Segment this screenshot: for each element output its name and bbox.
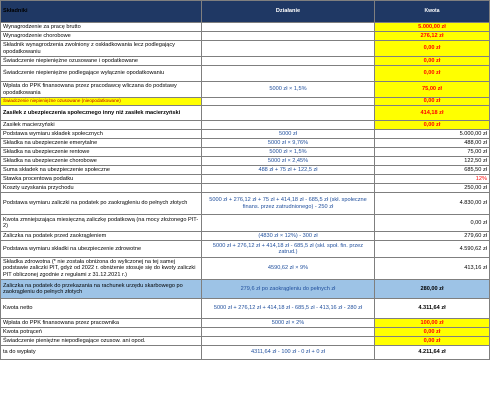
table-row	[1, 346, 490, 360]
table-row	[1, 139, 490, 148]
row-operation: 5000 zł	[202, 130, 375, 139]
row-operation	[202, 328, 375, 337]
row-amount: 0,00 zł	[375, 121, 490, 130]
row-label: Wpłata do PPK finansowana przez pracownika	[1, 319, 202, 328]
row-label: Wynagrodzenie za pracę brutto	[1, 23, 202, 32]
table-row	[1, 280, 490, 299]
row-operation: 4311,64 zł - 100 zł - 0 zł + 0 zł	[202, 346, 375, 360]
table-row	[1, 41, 490, 57]
table-row	[1, 337, 490, 346]
row-operation	[202, 106, 375, 121]
row-label: Zasiłek z ubezpieczenia społecznego inny niż zasiłek macierzyński	[1, 106, 202, 121]
table-row	[1, 166, 490, 175]
row-operation: 5000 zł + 276,12 zł + 414,18 zł - 685,5 zł - 413,16 zł - 280 zł	[202, 299, 375, 319]
table-body	[1, 23, 490, 360]
row-label: Składka na ubezpieczenie rentowe	[1, 148, 202, 157]
row-operation: 5000 zł × 1,5%	[202, 82, 375, 98]
row-label: Kwota potrąceń	[1, 328, 202, 337]
row-amount: 414,18 zł	[375, 106, 490, 121]
table-row	[1, 148, 490, 157]
table-row	[1, 66, 490, 82]
row-operation: 5000 zł + 276,12 zł + 75 zł + 414,18 zł - 685,5 zł (skł. społeczne finans. przez zatrudnionego) - 250 zł	[202, 193, 375, 215]
row-operation	[202, 66, 375, 82]
row-label: Wynagrodzenie chorobowe	[1, 32, 202, 41]
row-amount: 0,00 zł	[375, 41, 490, 57]
row-amount: 4.590,62 zł	[375, 241, 490, 258]
row-label: Zasiłek macierzyński	[1, 121, 202, 130]
row-operation	[202, 23, 375, 32]
table-row	[1, 98, 490, 106]
table-row	[1, 32, 490, 41]
header-amount: Kwota	[375, 1, 490, 23]
row-amount: 413,16 zł	[375, 258, 490, 280]
row-amount: 75,00 zł	[375, 82, 490, 98]
row-label: Podstawa wymiaru składek społecznych	[1, 130, 202, 139]
row-operation: 5000 zł × 9,76%	[202, 139, 375, 148]
row-label: Kwota netto	[1, 299, 202, 319]
row-operation: 5000 zł + 276,12 zł + 414,18 zł - 685,5 zł (skł. społ. fin. przez zatrud.)	[202, 241, 375, 258]
row-label: Wpłata do PPK finansowana przez pracodawcę wliczana do podstawy opodatkowania	[1, 82, 202, 98]
row-label: Podstawa wymiaru zaliczki na podatek po zaokrągleniu do pełnych złotych	[1, 193, 202, 215]
row-amount: 5.000,00 zł	[375, 130, 490, 139]
row-amount: 12%	[375, 175, 490, 184]
row-operation: 5000 zł × 1,5%	[202, 148, 375, 157]
table-row	[1, 215, 490, 232]
row-label: Świadczenie pieniężne niepodlegające ozusow. ani opod.	[1, 337, 202, 346]
row-label: Kwota zmniejszająca miesięczną zaliczkę podatkową (na mocy złożonego PIT-2)	[1, 215, 202, 232]
row-amount: 488,00 zł	[375, 139, 490, 148]
row-amount: 250,00 zł	[375, 184, 490, 193]
row-amount: 75,00 zł	[375, 148, 490, 157]
row-label: Zaliczka na podatek do przekazania na rachunek urzędu skarbowego po zaokrągleniu do pełnych złotych	[1, 280, 202, 299]
table-row	[1, 299, 490, 319]
table-row	[1, 121, 490, 130]
row-label: Świadczenie niepieniężne podlegające wyłącznie opodatkowaniu	[1, 66, 202, 82]
table-row	[1, 184, 490, 193]
row-label: Suma składek na ubezpieczenie społeczne	[1, 166, 202, 175]
row-operation: 279,6 zł po zaokrągleniu do pełnych zł	[202, 280, 375, 299]
row-amount: 122,50 zł	[375, 157, 490, 166]
row-label: Podstawa wymiaru składki na ubezpieczenie zdrowotne	[1, 241, 202, 258]
row-operation: (4830 zł × 12%) - 300 zł	[202, 232, 375, 241]
table-row	[1, 232, 490, 241]
row-operation: 5000 zł × 2,45%	[202, 157, 375, 166]
row-label: Składnik wynagrodzenia zwolniony z oskładkowania lecz podlegający opodatkowaniu	[1, 41, 202, 57]
table-header-row	[1, 1, 490, 23]
row-label: ta do wypłaty	[1, 346, 202, 360]
row-operation	[202, 32, 375, 41]
table-row	[1, 106, 490, 121]
row-label: Składka zdrowotna (* nie została obniżona do wyliczonej na tej samej podstawie zaliczki PIT, gdyż od 2022 r. obniżenie stosuje się do kwoty zaliczki PIT obliczonej zgodnie z regułami z 31.12.2021 r.)	[1, 258, 202, 280]
row-amount: 0,00 zł	[375, 57, 490, 66]
row-operation: 4590,62 zł × 9%	[202, 258, 375, 280]
table-row	[1, 130, 490, 139]
table-row	[1, 57, 490, 66]
row-amount: 0,00 zł	[375, 215, 490, 232]
row-label: Składka na ubezpieczenie chorobowe	[1, 157, 202, 166]
header-operation: Działanie	[202, 1, 375, 23]
table-row	[1, 157, 490, 166]
row-label: Koszty uzyskania przychodu	[1, 184, 202, 193]
table-row	[1, 328, 490, 337]
row-amount: 4.311,64 zł	[375, 299, 490, 319]
table-row	[1, 258, 490, 280]
row-operation	[202, 215, 375, 232]
table-row	[1, 241, 490, 258]
row-label: Składka na ubezpieczenie emerytalne	[1, 139, 202, 148]
row-amount: 4.211,64 zł	[375, 346, 490, 360]
row-amount: 100,00 zł	[375, 319, 490, 328]
row-amount: 0,00 zł	[375, 337, 490, 346]
row-amount: 276,12 zł	[375, 32, 490, 41]
table-row	[1, 23, 490, 32]
table-row	[1, 175, 490, 184]
row-operation: 5000 zł × 2%	[202, 319, 375, 328]
row-label: Stawka procentowa podatku	[1, 175, 202, 184]
row-amount: 0,00 zł	[375, 328, 490, 337]
row-amount: 280,00 zł	[375, 280, 490, 299]
row-label: Świadczenie niepieniężne ozusowane (nieopodatkowane)	[1, 98, 202, 106]
row-amount: 5.000,00 zł	[375, 23, 490, 32]
row-operation	[202, 175, 375, 184]
row-amount: 0,00 zł	[375, 66, 490, 82]
row-operation	[202, 41, 375, 57]
row-operation	[202, 98, 375, 106]
row-operation	[202, 121, 375, 130]
table-row	[1, 193, 490, 215]
row-amount: 4.830,00 zł	[375, 193, 490, 215]
row-amount: 685,50 zł	[375, 166, 490, 175]
row-amount: 0,00 zł	[375, 98, 490, 106]
row-operation	[202, 337, 375, 346]
table-row	[1, 319, 490, 328]
row-label: Świadczenie niepieniężne ozusowane i opodatkowane	[1, 57, 202, 66]
row-label: Zaliczka na podatek przed zaokrągleniem	[1, 232, 202, 241]
row-operation: 488 zł + 75 zł + 122,5 zł	[202, 166, 375, 175]
row-amount: 279,60 zł	[375, 232, 490, 241]
header-components: Składniki	[1, 1, 202, 23]
row-operation	[202, 57, 375, 66]
table-row	[1, 82, 490, 98]
row-operation	[202, 184, 375, 193]
